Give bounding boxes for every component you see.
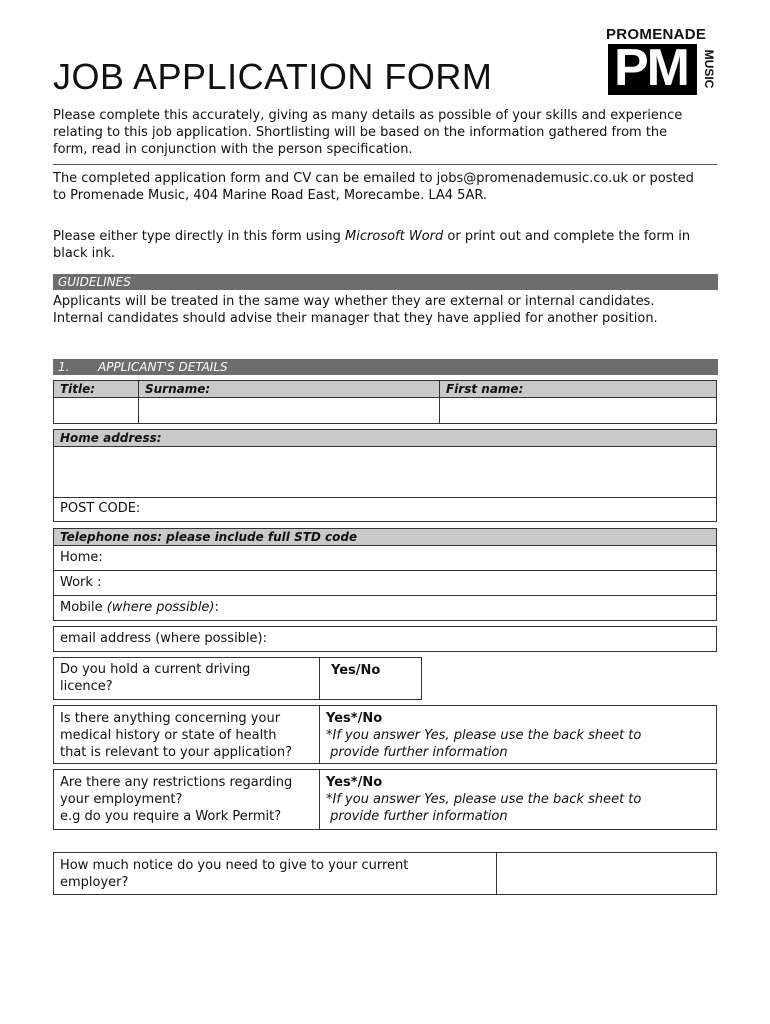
- promenade-music-logo: [604, 26, 716, 98]
- intro-line: form, read in conjunction with the person specification.: [53, 142, 413, 157]
- logo-pm-block: [608, 39, 697, 97]
- notice-table: [53, 852, 717, 895]
- restrictions-note-line: provide further information: [326, 809, 508, 824]
- home-address-label: Home address:: [54, 430, 716, 447]
- medical-question-line: Is there anything concerning your: [60, 711, 281, 726]
- section-number: 1.: [58, 360, 70, 374]
- guidelines-heading-text: GUIDELINES: [58, 275, 131, 289]
- telephone-label: Telephone nos: please include full STD code: [54, 529, 716, 546]
- home-address-field[interactable]: [54, 448, 716, 497]
- intro-line: Please complete this accurately, giving as many details as possible of your skills and experience: [53, 108, 683, 123]
- notice-question: [54, 857, 494, 891]
- driving-licence-table: [53, 657, 422, 700]
- page-title: JOB APPLICATION FORM: [53, 56, 493, 97]
- medical-answer[interactable]: [320, 710, 641, 761]
- email-label: email address (where possible):: [60, 631, 267, 646]
- submission-paragraph: [53, 170, 718, 204]
- title-label: Title:: [60, 382, 96, 396]
- notice-answer-field[interactable]: [497, 853, 716, 894]
- postcode-label: POST CODE:: [60, 501, 141, 516]
- divider: [53, 164, 717, 165]
- notice-question-line: employer?: [60, 875, 129, 890]
- work-phone-label: Work :: [60, 575, 102, 590]
- driving-question-line: licence?: [60, 679, 113, 694]
- name-table: [53, 380, 717, 424]
- surname-field[interactable]: [139, 399, 439, 423]
- logo-top-text: PROMENADE: [606, 26, 707, 43]
- restrictions-table: [53, 769, 717, 830]
- guidelines-paragraph: [53, 293, 718, 327]
- title-field[interactable]: [54, 399, 138, 423]
- type-note-line2: black ink.: [53, 246, 116, 261]
- restrictions-yes-no: Yes*/No: [326, 775, 383, 790]
- type-note-text: or print out and complete the form in: [443, 229, 691, 244]
- section-heading-text: APPLICANT'S DETAILS: [98, 360, 228, 374]
- submission-line: The completed application form and CV can be emailed to jobs@promenademusic.co.uk or posted: [53, 171, 694, 186]
- work-phone-field[interactable]: [54, 574, 716, 594]
- mobile-phone-field[interactable]: [54, 599, 716, 619]
- notice-question-line: How much notice do you need to give to your current: [60, 858, 409, 873]
- section-heading-applicant-details: [53, 359, 718, 375]
- restrictions-note-line: *If you answer Yes, please use the back sheet to: [326, 792, 642, 807]
- restrictions-question-line: e.g do you require a Work Permit?: [60, 809, 282, 824]
- mobile-label: Mobile: [60, 600, 107, 615]
- medical-question-line: medical history or state of health: [60, 728, 277, 743]
- intro-line: relating to this job application. Shortlisting will be based on the information gathered from the: [53, 125, 668, 140]
- guidelines-heading: [53, 274, 718, 290]
- address-table: [53, 429, 717, 522]
- first-name-field[interactable]: [440, 399, 716, 423]
- home-phone-field[interactable]: [54, 549, 716, 569]
- surname-label: Surname:: [145, 382, 211, 396]
- first-name-label: First name:: [446, 382, 524, 396]
- medical-table: [53, 705, 717, 764]
- telephone-table: [53, 528, 717, 621]
- restrictions-question-line: Are there any restrictions regarding: [60, 775, 293, 790]
- medical-note-line: *If you answer Yes, please use the back sheet to: [326, 728, 642, 743]
- home-phone-label: Home:: [60, 550, 103, 565]
- email-field[interactable]: [53, 626, 717, 652]
- medical-question-line: that is relevant to your application?: [60, 745, 293, 760]
- restrictions-question: [54, 774, 319, 825]
- postcode-field[interactable]: [54, 500, 716, 520]
- driving-question-line: Do you hold a current driving: [60, 662, 251, 677]
- driving-licence-answer[interactable]: Yes/No: [331, 663, 381, 678]
- restrictions-answer[interactable]: [320, 774, 641, 825]
- submission-line: to Promenade Music, 404 Marine Road East, Morecambe. LA4 5AR.: [53, 188, 488, 203]
- medical-yes-no: Yes*/No: [326, 711, 383, 726]
- mobile-label-emphasis: (where possible): [106, 600, 215, 615]
- guidelines-line: Applicants will be treated in the same way whether they are external or internal candidates.: [53, 294, 655, 309]
- guidelines-line: Internal candidates should advise their manager that they have applied for another position.: [53, 311, 658, 326]
- logo-initials: PM: [614, 39, 688, 97]
- logo-side-text: MUSIC: [702, 49, 716, 89]
- type-note-emphasis: Microsoft Word: [345, 229, 444, 244]
- type-note-text: Please either type directly in this form using: [53, 229, 346, 244]
- medical-question: [54, 710, 319, 761]
- medical-note-line: provide further information: [326, 745, 508, 760]
- intro-paragraph: [53, 107, 718, 158]
- restrictions-question-line: your employment?: [60, 792, 183, 807]
- type-note-paragraph: [53, 228, 718, 262]
- driving-licence-question: [54, 661, 319, 695]
- mobile-label-colon: :: [214, 600, 219, 615]
